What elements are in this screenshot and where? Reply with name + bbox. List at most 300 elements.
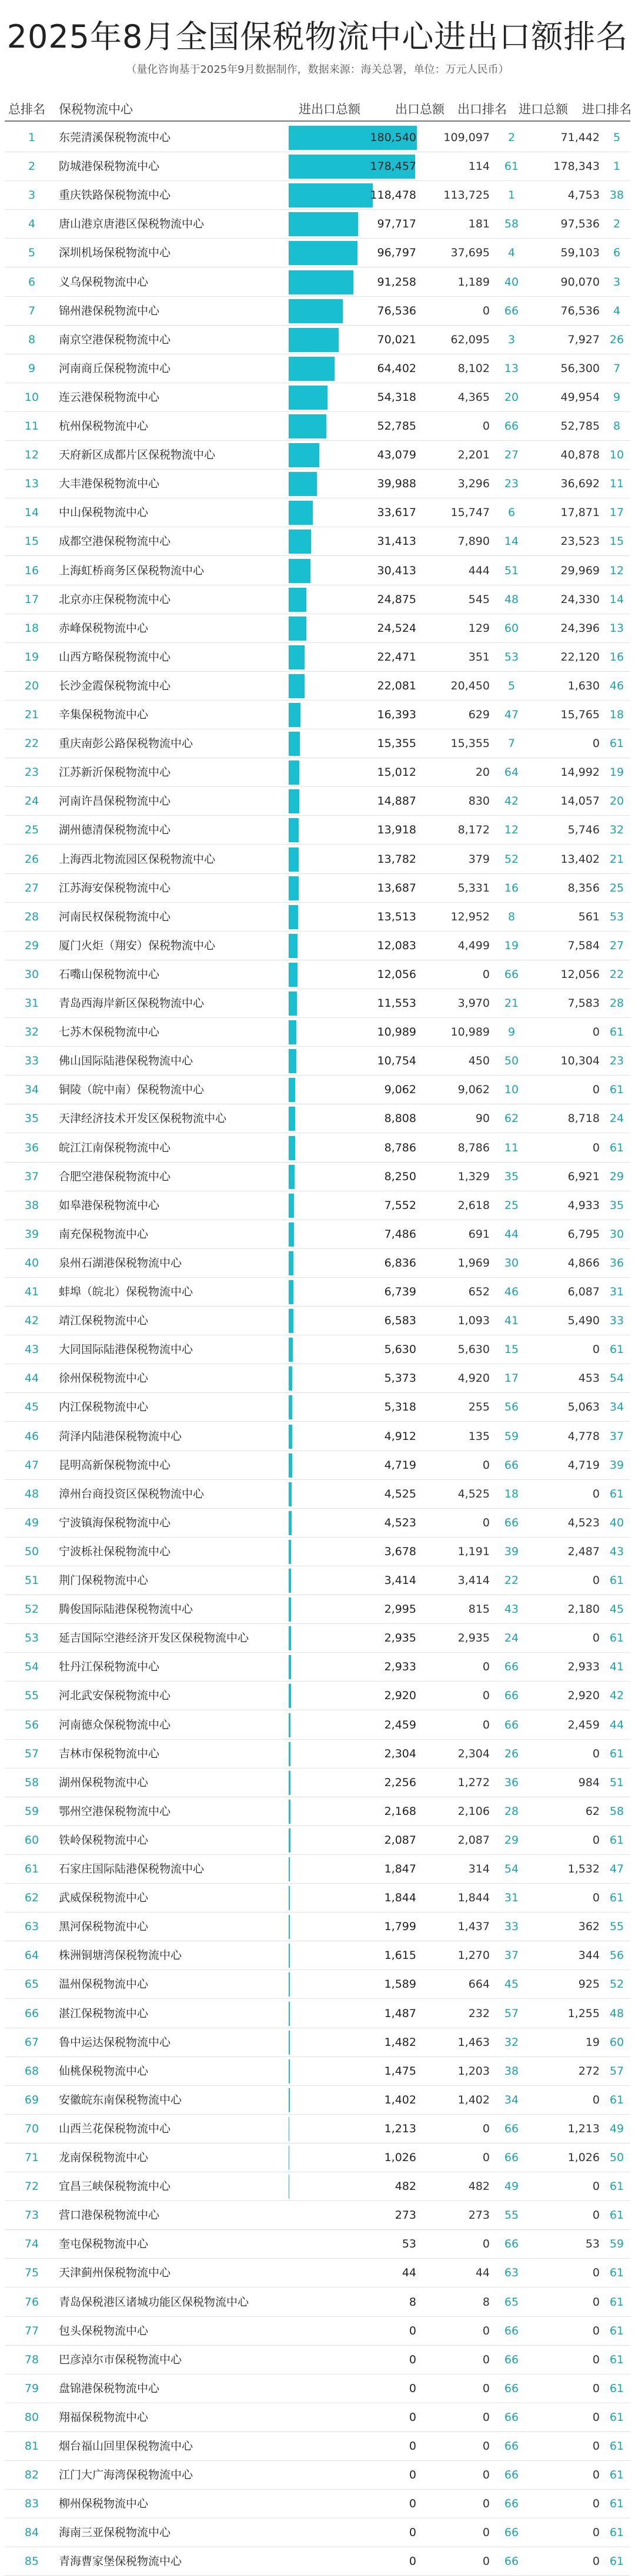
import-total-cell: 71,442 <box>560 131 600 144</box>
table-row <box>0 701 635 729</box>
export-rank-cell: 36 <box>504 1776 519 1789</box>
import-export-total-cell: 5,318 <box>384 1401 416 1414</box>
table-row <box>0 2259 635 2287</box>
import-rank-cell: 61 <box>609 2093 624 2106</box>
import-rank-cell: 61 <box>609 2555 624 2568</box>
export-rank-cell: 31 <box>504 1891 519 1905</box>
import-export-total-cell: 70,021 <box>377 333 416 346</box>
rank-cell: 81 <box>24 2440 39 2453</box>
rank-cell: 53 <box>24 1632 39 1645</box>
table-row <box>0 181 635 210</box>
export-total-cell: 4,365 <box>457 390 490 404</box>
export-rank-cell: 43 <box>504 1603 519 1616</box>
export-rank-cell: 14 <box>504 535 519 548</box>
rank-cell: 3 <box>28 189 36 202</box>
export-rank-cell: 38 <box>504 2064 519 2078</box>
rank-cell: 46 <box>24 1429 39 1443</box>
header-divider <box>5 120 630 122</box>
center-name-cell: 河南商丘保税物流中心 <box>59 361 171 375</box>
export-rank-cell: 12 <box>504 823 519 837</box>
center-name-cell: 蚌埠（皖北）保税物流中心 <box>59 1285 193 1298</box>
center-name-cell: 辛集保税物流中心 <box>59 708 149 721</box>
import-export-total-cell: 14,887 <box>377 795 416 808</box>
rank-cell: 60 <box>24 1833 39 1847</box>
export-rank-cell: 50 <box>504 1054 519 1068</box>
import-rank-cell: 30 <box>609 1227 624 1241</box>
center-name-cell: 江门大广海湾保税物流中心 <box>59 2468 193 2482</box>
export-rank-cell: 2 <box>507 131 516 144</box>
import-total-cell: 0 <box>592 1632 600 1645</box>
import-export-total-cell: 2,256 <box>384 1776 416 1789</box>
export-rank-cell: 42 <box>504 795 519 808</box>
export-total-cell: 90 <box>475 1112 490 1125</box>
rank-cell: 42 <box>24 1314 39 1328</box>
rank-cell: 19 <box>24 650 39 664</box>
export-total-cell: 652 <box>468 1285 490 1298</box>
import-total-cell: 561 <box>578 910 600 923</box>
import-total-cell: 23,523 <box>560 535 600 548</box>
center-name-cell: 湖州保税物流中心 <box>59 1776 149 1789</box>
center-name-cell: 重庆铁路保税物流中心 <box>59 189 171 202</box>
import-rank-cell: 38 <box>609 189 624 202</box>
rank-cell: 49 <box>24 1516 39 1529</box>
export-rank-cell: 5 <box>507 679 516 692</box>
import-rank-cell: 61 <box>609 2381 624 2395</box>
import-export-total-cell: 64,402 <box>377 361 416 375</box>
import-total-cell: 17,871 <box>560 506 600 520</box>
export-rank-cell: 16 <box>504 881 519 895</box>
table-row <box>0 412 635 441</box>
export-rank-cell: 18 <box>504 1487 519 1500</box>
rank-cell: 32 <box>24 1026 39 1039</box>
rank-cell: 34 <box>24 1083 39 1097</box>
rank-cell: 55 <box>24 1689 39 1703</box>
rank-cell: 82 <box>24 2468 39 2482</box>
import-rank-cell: 50 <box>609 2151 624 2164</box>
import-rank-cell: 58 <box>609 1804 624 1818</box>
export-rank-cell: 7 <box>507 737 516 751</box>
export-total-cell: 0 <box>482 304 490 317</box>
rank-cell: 27 <box>24 881 39 895</box>
rank-cell: 57 <box>24 1747 39 1760</box>
center-name-cell: 天津经济技术开发区保税物流中心 <box>59 1112 227 1125</box>
table-row <box>0 816 635 845</box>
export-total-cell: 2,618 <box>457 1198 490 1212</box>
export-total-cell: 114 <box>468 160 490 173</box>
export-total-cell: 2,304 <box>457 1747 490 1760</box>
import-export-total-cell: 22,471 <box>377 650 416 664</box>
export-total-cell: 1,969 <box>457 1256 490 1269</box>
export-rank-cell: 54 <box>504 1863 519 1875</box>
import-rank-cell: 61 <box>609 2266 624 2280</box>
import-export-total-cell: 1,844 <box>384 1891 416 1905</box>
import-rank-cell: 4 <box>613 304 621 317</box>
export-total-cell: 0 <box>482 1458 490 1472</box>
import-rank-cell: 13 <box>609 621 624 635</box>
rank-cell: 14 <box>24 506 39 520</box>
export-total-cell: 482 <box>468 2180 490 2193</box>
rank-cell: 72 <box>24 2180 39 2193</box>
rank-cell: 9 <box>28 361 36 375</box>
export-total-cell: 0 <box>482 2151 490 2164</box>
table-row <box>0 2490 635 2518</box>
import-total-cell: 22,120 <box>560 650 600 664</box>
center-name-cell: 泉州石湖港保税物流中心 <box>59 1256 182 1269</box>
table-row <box>0 2374 635 2403</box>
export-total-cell: 113,725 <box>443 189 490 202</box>
import-rank-cell: 9 <box>613 390 621 404</box>
import-rank-cell: 22 <box>609 967 624 981</box>
table-header <box>0 98 635 120</box>
table-row <box>0 1335 635 1364</box>
export-rank-cell: 65 <box>504 2295 519 2309</box>
center-name-cell: 武威保税物流中心 <box>59 1891 149 1905</box>
center-name-cell: 南京空港保税物流中心 <box>59 333 171 346</box>
export-total-cell: 20,450 <box>450 679 490 692</box>
header-import-rank: 进口排名 <box>582 102 631 116</box>
center-name-cell: 鲁中运达保税物流中心 <box>59 2035 171 2049</box>
import-rank-cell: 25 <box>609 881 624 895</box>
import-rank-cell: 54 <box>609 1372 624 1385</box>
import-total-cell: 76,536 <box>560 304 600 317</box>
export-rank-cell: 66 <box>504 304 519 317</box>
center-name-cell: 皖江江南保税物流中心 <box>59 1141 171 1154</box>
import-total-cell: 7,927 <box>567 333 600 346</box>
import-export-total-cell: 5,630 <box>384 1343 416 1356</box>
center-name-cell: 如皋港保税物流中心 <box>59 1198 160 1212</box>
import-rank-cell: 42 <box>609 1689 624 1703</box>
export-total-cell: 3,970 <box>457 997 490 1010</box>
header-export-total: 出口总额 <box>395 102 444 116</box>
import-total-cell: 925 <box>578 1978 600 1991</box>
center-name-cell: 腾俊国际陆港保税物流中心 <box>59 1603 193 1616</box>
export-total-cell: 2,106 <box>457 1804 490 1818</box>
export-rank-cell: 52 <box>504 852 519 866</box>
import-export-total-cell: 30,413 <box>377 564 416 577</box>
export-rank-cell: 30 <box>504 1256 519 1269</box>
import-export-total-cell: 52,785 <box>377 420 416 433</box>
export-total-cell: 1,189 <box>457 275 490 289</box>
import-export-total-cell: 3,678 <box>384 1545 416 1558</box>
table-row <box>0 268 635 297</box>
rank-cell: 12 <box>24 448 39 462</box>
import-total-cell: 984 <box>578 1776 600 1789</box>
export-total-cell: 830 <box>468 795 490 808</box>
import-total-cell: 0 <box>592 1083 600 1097</box>
export-total-cell: 3,296 <box>457 477 490 491</box>
table-row <box>0 1740 635 1768</box>
export-total-cell: 4,499 <box>457 939 490 952</box>
rank-cell: 50 <box>24 1545 39 1558</box>
center-name-cell: 盘锦港保税物流中心 <box>59 2381 160 2395</box>
table-row <box>0 1393 635 1422</box>
export-total-cell: 3,414 <box>457 1574 490 1587</box>
center-name-cell: 龙南保税物流中心 <box>59 2151 149 2164</box>
import-export-total-cell: 178,457 <box>370 160 416 173</box>
rank-cell: 25 <box>24 823 39 837</box>
import-export-total-cell: 13,687 <box>377 881 416 895</box>
import-total-cell: 10,304 <box>560 1054 600 1068</box>
rank-cell: 22 <box>24 737 39 751</box>
table-row <box>0 1826 635 1855</box>
import-rank-cell: 61 <box>609 2180 624 2193</box>
import-export-total-cell: 7,552 <box>384 1198 416 1212</box>
import-export-total-cell: 1,589 <box>384 1978 416 1991</box>
import-export-total-cell: 44 <box>402 2266 416 2280</box>
rank-cell: 21 <box>24 708 39 721</box>
table-row <box>0 1999 635 2028</box>
import-export-total-cell: 6,739 <box>384 1285 416 1298</box>
import-export-total-cell: 2,168 <box>384 1804 416 1818</box>
rank-cell: 6 <box>28 275 36 289</box>
import-total-cell: 53 <box>585 2237 600 2251</box>
rank-cell: 39 <box>24 1227 39 1241</box>
table-row <box>0 2288 635 2317</box>
table-row <box>0 557 635 585</box>
header-export-rank: 出口排名 <box>457 102 507 116</box>
center-name-cell: 唐山港京唐港区保税物流中心 <box>59 217 205 231</box>
import-export-total-cell: 24,875 <box>377 592 416 606</box>
center-name-cell: 义乌保税物流中心 <box>59 275 149 289</box>
import-total-cell: 0 <box>592 2266 600 2280</box>
import-export-total-cell: 96,797 <box>377 246 416 260</box>
export-total-cell: 1,191 <box>457 1545 490 1558</box>
import-rank-cell: 1 <box>613 160 621 173</box>
import-rank-cell: 52 <box>609 1978 624 1991</box>
table-row <box>0 210 635 239</box>
import-rank-cell: 51 <box>609 1776 624 1789</box>
import-total-cell: 97,536 <box>560 217 600 231</box>
import-rank-cell: 61 <box>609 737 624 751</box>
import-export-total-cell: 0 <box>409 2555 416 2568</box>
table-row <box>0 1364 635 1393</box>
import-rank-cell: 17 <box>609 506 624 520</box>
export-rank-cell: 26 <box>504 1747 519 1760</box>
table-row <box>0 1681 635 1710</box>
import-total-cell: 15,765 <box>560 708 600 721</box>
import-rank-cell: 20 <box>609 795 624 808</box>
import-total-cell: 4,778 <box>567 1429 600 1443</box>
import-total-cell: 24,330 <box>560 592 600 606</box>
import-export-total-cell: 1,213 <box>384 2122 416 2135</box>
center-name-cell: 南充保税物流中心 <box>59 1227 149 1241</box>
import-export-total-cell: 1,615 <box>384 1949 416 1962</box>
center-name-cell: 包头保税物流中心 <box>59 2324 149 2337</box>
export-rank-cell: 66 <box>504 1689 519 1703</box>
rank-cell: 54 <box>24 1660 39 1674</box>
export-total-cell: 10,989 <box>450 1026 490 1039</box>
rank-cell: 43 <box>24 1343 39 1356</box>
import-total-cell: 0 <box>592 2410 600 2424</box>
rank-cell: 64 <box>24 1949 39 1962</box>
import-rank-cell: 37 <box>609 1429 624 1443</box>
header-center-name: 保税物流中心 <box>59 102 133 116</box>
center-name-cell: 七苏木保税物流中心 <box>59 1026 160 1039</box>
import-export-total-cell: 16,393 <box>377 708 416 721</box>
center-name-cell: 温州保税物流中心 <box>59 1978 149 1991</box>
import-rank-cell: 14 <box>609 592 624 606</box>
export-rank-cell: 24 <box>504 1632 519 1645</box>
export-rank-cell: 49 <box>504 2180 519 2193</box>
table-row <box>0 614 635 643</box>
import-export-total-cell: 7,486 <box>384 1227 416 1241</box>
table-row <box>0 960 635 989</box>
import-total-cell: 0 <box>592 1574 600 1587</box>
import-total-cell: 0 <box>592 2180 600 2193</box>
import-rank-cell: 34 <box>609 1401 624 1414</box>
import-total-cell: 59,103 <box>560 246 600 260</box>
import-total-cell: 14,057 <box>560 795 600 808</box>
rank-cell: 35 <box>24 1112 39 1125</box>
import-total-cell: 0 <box>592 1026 600 1039</box>
import-total-cell: 14,992 <box>560 766 600 779</box>
center-name-cell: 杭州保税物流中心 <box>59 420 149 433</box>
import-rank-cell: 61 <box>609 1083 624 1097</box>
rank-cell: 11 <box>24 420 39 433</box>
export-total-cell: 1,437 <box>457 1920 490 1934</box>
import-export-total-cell: 4,719 <box>384 1458 416 1472</box>
center-name-cell: 菏泽内陆港保税物流中心 <box>59 1429 182 1443</box>
table-row <box>0 932 635 960</box>
center-name-cell: 佛山国际陆港保税物流中心 <box>59 1054 193 1068</box>
import-export-total-cell: 24,524 <box>377 621 416 635</box>
table-row <box>0 2201 635 2230</box>
export-total-cell: 2,935 <box>457 1632 490 1645</box>
rank-cell: 52 <box>24 1603 39 1616</box>
rank-cell: 44 <box>24 1372 39 1385</box>
export-rank-cell: 27 <box>504 448 519 462</box>
export-total-cell: 4,920 <box>457 1372 490 1385</box>
import-rank-cell: 61 <box>609 2353 624 2366</box>
import-export-total-cell: 1,026 <box>384 2151 416 2164</box>
table-row <box>0 2057 635 2086</box>
center-name-cell: 靖江保税物流中心 <box>59 1314 149 1328</box>
center-name-cell: 江苏海安保税物流中心 <box>59 881 171 895</box>
export-rank-cell: 40 <box>504 275 519 289</box>
import-export-total-cell: 1,847 <box>384 1863 416 1875</box>
import-rank-cell: 61 <box>609 1747 624 1760</box>
center-name-cell: 铁岭保税物流中心 <box>59 1833 149 1847</box>
table-row <box>0 1797 635 1826</box>
center-name-cell: 吉林市保税物流中心 <box>59 1747 160 1760</box>
table-row <box>0 1104 635 1133</box>
rank-cell: 56 <box>24 1718 39 1731</box>
import-total-cell: 0 <box>592 2440 600 2453</box>
export-rank-cell: 58 <box>504 217 519 231</box>
import-rank-cell: 61 <box>609 1632 624 1645</box>
rank-cell: 79 <box>24 2381 39 2395</box>
table-row <box>0 1624 635 1653</box>
export-total-cell: 1,329 <box>457 1170 490 1183</box>
center-name-cell: 大同国际陆港保税物流中心 <box>59 1343 193 1356</box>
import-total-cell: 0 <box>592 737 600 751</box>
rank-cell: 2 <box>28 160 36 173</box>
export-rank-cell: 64 <box>504 766 519 779</box>
rank-cell: 16 <box>24 564 39 577</box>
import-rank-cell: 61 <box>609 2526 624 2540</box>
export-total-cell: 0 <box>482 2526 490 2540</box>
export-total-cell: 0 <box>482 420 490 433</box>
import-export-total-cell: 0 <box>409 2324 416 2337</box>
center-name-cell: 铜陵（皖中南）保税物流中心 <box>59 1083 205 1097</box>
table-row <box>0 441 635 470</box>
import-total-cell: 5,490 <box>567 1314 600 1328</box>
export-rank-cell: 11 <box>504 1141 519 1154</box>
import-rank-cell: 11 <box>609 477 624 491</box>
export-total-cell: 4,525 <box>457 1487 490 1500</box>
import-rank-cell: 24 <box>609 1112 624 1125</box>
rank-cell: 31 <box>24 997 39 1010</box>
export-rank-cell: 34 <box>504 2093 519 2106</box>
center-name-cell: 湖州德清保税物流中心 <box>59 823 171 837</box>
rank-cell: 69 <box>24 2093 39 2106</box>
center-name-cell: 锦州港保税物流中心 <box>59 304 160 317</box>
import-total-cell: 0 <box>592 2526 600 2540</box>
import-export-total-cell: 12,083 <box>377 939 416 952</box>
export-total-cell: 5,331 <box>457 881 490 895</box>
import-rank-cell: 61 <box>609 1343 624 1356</box>
import-total-cell: 36,692 <box>560 477 600 491</box>
import-total-cell: 0 <box>592 2381 600 2395</box>
import-export-total-cell: 11,553 <box>377 997 416 1010</box>
center-name-cell: 石家庄国际陆港保税物流中心 <box>59 1863 205 1875</box>
center-name-cell: 石嘴山保税物流中心 <box>59 967 160 981</box>
import-rank-cell: 16 <box>609 650 624 664</box>
import-rank-cell: 27 <box>609 939 624 952</box>
export-rank-cell: 25 <box>504 1198 519 1212</box>
export-rank-cell: 66 <box>504 2410 519 2424</box>
center-name-cell: 防城港保税物流中心 <box>59 160 160 173</box>
export-total-cell: 0 <box>482 1718 490 1731</box>
center-name-cell: 株洲铜塘湾保税物流中心 <box>59 1949 182 1962</box>
rank-cell: 78 <box>24 2353 39 2366</box>
import-export-total-cell: 2,935 <box>384 1632 416 1645</box>
export-total-cell: 0 <box>482 2324 490 2337</box>
import-rank-cell: 19 <box>609 766 624 779</box>
rank-cell: 38 <box>24 1198 39 1212</box>
table-row <box>0 1941 635 1970</box>
import-total-cell: 7,584 <box>567 939 600 952</box>
import-export-total-cell: 43,079 <box>377 448 416 462</box>
export-rank-cell: 66 <box>504 2468 519 2482</box>
table-row <box>0 326 635 354</box>
import-export-total-cell: 0 <box>409 2468 416 2482</box>
center-name-cell: 河南许昌保税物流中心 <box>59 795 171 808</box>
export-total-cell: 0 <box>482 2440 490 2453</box>
table-row <box>0 354 635 383</box>
export-total-cell: 44 <box>475 2266 490 2280</box>
import-rank-cell: 55 <box>609 1920 624 1934</box>
export-rank-cell: 29 <box>504 1833 519 1847</box>
center-name-cell: 成都空港保税物流中心 <box>59 535 171 548</box>
rank-cell: 7 <box>28 304 36 317</box>
export-total-cell: 5,630 <box>457 1343 490 1356</box>
import-export-total-cell: 0 <box>409 2410 416 2424</box>
center-name-cell: 荆门保税物流中心 <box>59 1574 149 1587</box>
rank-cell: 29 <box>24 939 39 952</box>
page-title: 2025年8月全国保税物流中心进出口额排名 <box>6 18 629 55</box>
import-total-cell: 1,532 <box>567 1863 600 1875</box>
import-total-cell: 13,402 <box>560 852 600 866</box>
table-row <box>0 643 635 672</box>
export-rank-cell: 51 <box>504 564 519 577</box>
table-row <box>0 845 635 874</box>
table-row <box>0 1912 635 1941</box>
table-row <box>0 1163 635 1191</box>
import-rank-cell: 43 <box>609 1545 624 1558</box>
rank-cell: 62 <box>24 1891 39 1905</box>
rank-cell: 8 <box>28 333 36 346</box>
